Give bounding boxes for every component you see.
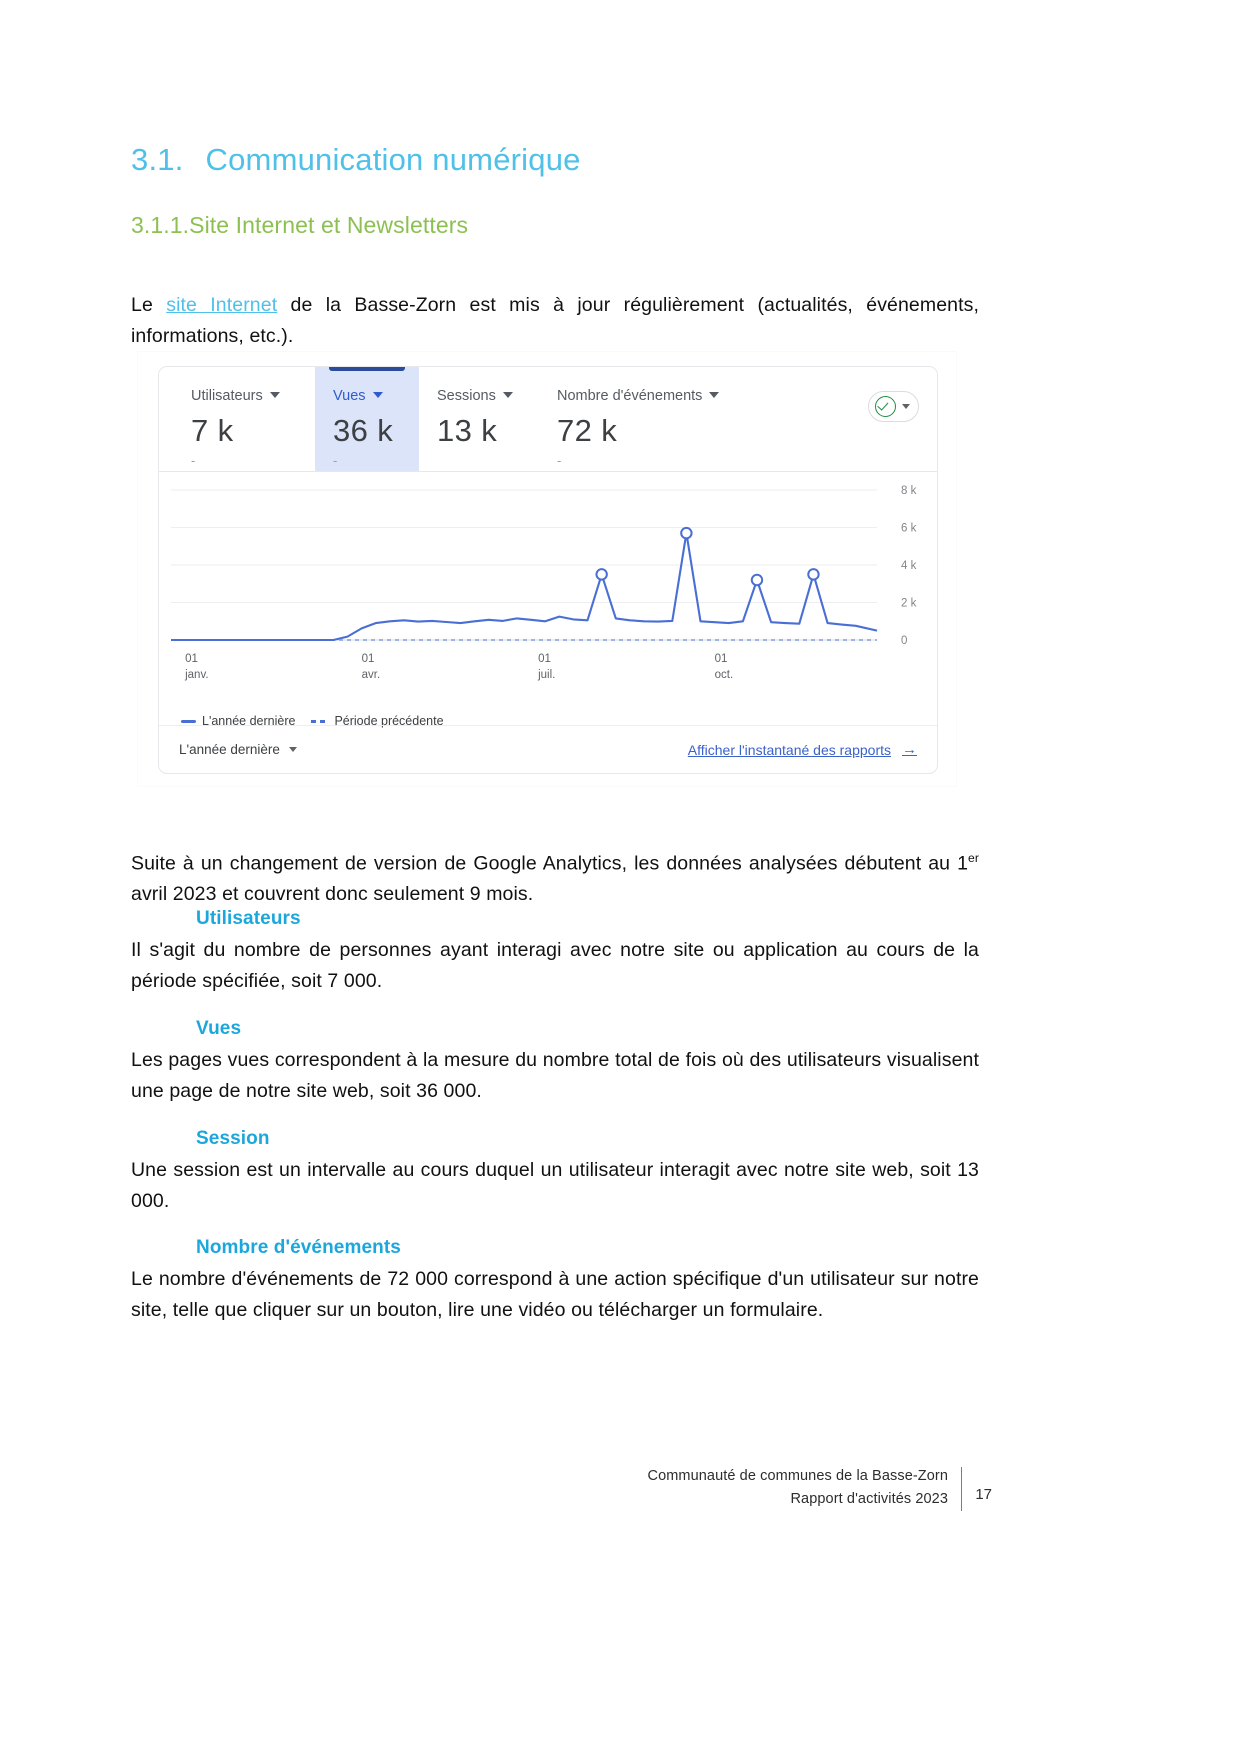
definition-label-vues: Vues <box>196 1018 242 1039</box>
chevron-down-icon[interactable] <box>503 392 513 398</box>
chart-gridlines <box>171 490 877 640</box>
date-range-selector[interactable] <box>179 742 297 757</box>
chevron-down-icon[interactable] <box>373 392 383 398</box>
view-reports-snapshot-label: Afficher l'instantané des rapports <box>687 741 891 758</box>
legend-label-last-year: L'année dernière <box>202 714 296 728</box>
metric-label-sessions: Sessions <box>437 388 496 404</box>
metric-sub-vues: - <box>333 453 338 468</box>
check-circle-icon <box>875 396 896 417</box>
definition-label-session: Session <box>196 1128 270 1149</box>
svg-text:avr.: avr. <box>361 669 381 681</box>
svg-text:juil.: juil. <box>538 669 556 681</box>
chart-x-axis-labels <box>184 653 733 681</box>
footer-organisation <box>648 1465 948 1511</box>
section-number: 3.1. <box>131 142 184 177</box>
definition-body-utilisateurs: Il s'agit du nombre de personnes ayant interagi avec notre site ou application au cours de la période spécifiée, soit 7 000. <box>131 939 979 992</box>
metric-value-sessions: 13 k <box>437 413 498 448</box>
intro-paragraph <box>131 290 979 352</box>
section-title: Communication numérique <box>205 142 581 177</box>
metric-value-vues: 36 k <box>333 413 394 448</box>
footer-divider <box>961 1467 962 1511</box>
svg-text:01: 01 <box>361 653 375 665</box>
chart-data-markers <box>596 528 818 585</box>
svg-text:4 k: 4 k <box>901 560 917 572</box>
svg-text:janv.: janv. <box>185 669 209 681</box>
view-reports-snapshot-link[interactable] <box>688 742 917 758</box>
svg-text:01: 01 <box>714 653 728 665</box>
definition-label-utilisateurs: Utilisateurs <box>196 908 301 929</box>
svg-text:oct.: oct. <box>714 669 734 681</box>
metric-sub-utilisateurs: - <box>191 453 196 468</box>
svg-text:2 k: 2 k <box>901 597 917 610</box>
arrow-right-icon: → <box>902 741 917 758</box>
chevron-down-icon[interactable] <box>270 392 280 398</box>
footer-line-1: Communauté de communes de la Basse-Zorn <box>647 1468 948 1484</box>
page-footer <box>0 1465 1240 1525</box>
note-line-2a: débutent au 1 <box>844 852 969 874</box>
date-range-label: L'année dernière <box>179 742 280 757</box>
page-number: 17 <box>975 1486 992 1503</box>
definition-body-evenements: Le nombre d'événements de 72 000 correspond à une action spécifique d'un utilisateur sur notre site, telle que cliquer sur un bouton, lire une vidéo ou télécharger un formulaire. <box>131 1268 979 1321</box>
metric-value-utilisateurs: 7 k <box>191 413 234 448</box>
subsection-title: 3.1.1.Site Internet et Newsletters <box>131 212 469 238</box>
line-chart <box>159 472 937 697</box>
status-badge[interactable] <box>868 391 919 422</box>
metric-label-evenements: Nombre d'événements <box>557 388 703 404</box>
analytics-note-paragraph <box>131 843 979 911</box>
ordinal-suffix: er <box>968 850 979 865</box>
legend-swatch-dashed <box>311 720 328 723</box>
metric-value-evenements: 72 k <box>557 413 618 448</box>
chevron-down-icon[interactable] <box>709 392 719 398</box>
metric-label-vues: Vues <box>333 388 366 404</box>
metric-label-utilisateurs: Utilisateurs <box>191 388 263 404</box>
metric-sub-evenements: - <box>557 453 562 468</box>
note-line-1: Suite à un changement de version de Google Analytics, les données analysées <box>131 852 838 874</box>
analytics-card-footer <box>159 725 937 773</box>
legend-label-previous-period: Période précédente <box>334 714 444 728</box>
metric-tab-utilisateurs[interactable] <box>173 367 315 471</box>
svg-text:8 k: 8 k <box>901 485 917 497</box>
analytics-card <box>158 366 938 774</box>
definition-body-vues: Les pages vues correspondent à la mesure du nombre total de fois où des utilisateurs visualisent une page de notre site web, soit 36 000. <box>131 1049 979 1102</box>
metric-tab-strip <box>159 367 937 471</box>
site-internet-link[interactable]: site Internet <box>166 293 278 316</box>
definition-label-evenements: Nombre d'événements <box>196 1237 401 1258</box>
footer-line-2: Rapport d'activités 2023 <box>790 1491 948 1507</box>
metric-tab-vues[interactable] <box>315 367 419 471</box>
page-title <box>131 142 581 178</box>
svg-text:01: 01 <box>538 653 551 665</box>
chevron-down-icon[interactable] <box>289 747 297 752</box>
chevron-down-icon[interactable] <box>902 404 910 409</box>
chart-plot-area <box>159 471 937 697</box>
definition-body-session: Une session est un intervalle au cours duquel un utilisateur interagit avec notre site web, soit 13 000. <box>131 1159 979 1212</box>
metric-tab-evenements[interactable] <box>539 367 749 471</box>
svg-text:0: 0 <box>901 635 908 647</box>
intro-text-before: Le <box>131 293 167 316</box>
note-line-2b: avril 2023 et couvrent donc seulement 9 mois. <box>131 883 534 905</box>
last-year-line <box>171 533 877 640</box>
metric-tab-sessions[interactable] <box>419 367 539 471</box>
legend-swatch-solid <box>181 720 196 723</box>
svg-text:01: 01 <box>185 653 198 665</box>
chart-y-axis-labels <box>901 485 917 647</box>
svg-text:6 k: 6 k <box>901 522 917 535</box>
analytics-screenshot <box>138 352 956 786</box>
intro-text-after: de la Basse-Zorn est mis à jour régulièrement (actualités, événements, informations, etc.). <box>131 293 979 347</box>
